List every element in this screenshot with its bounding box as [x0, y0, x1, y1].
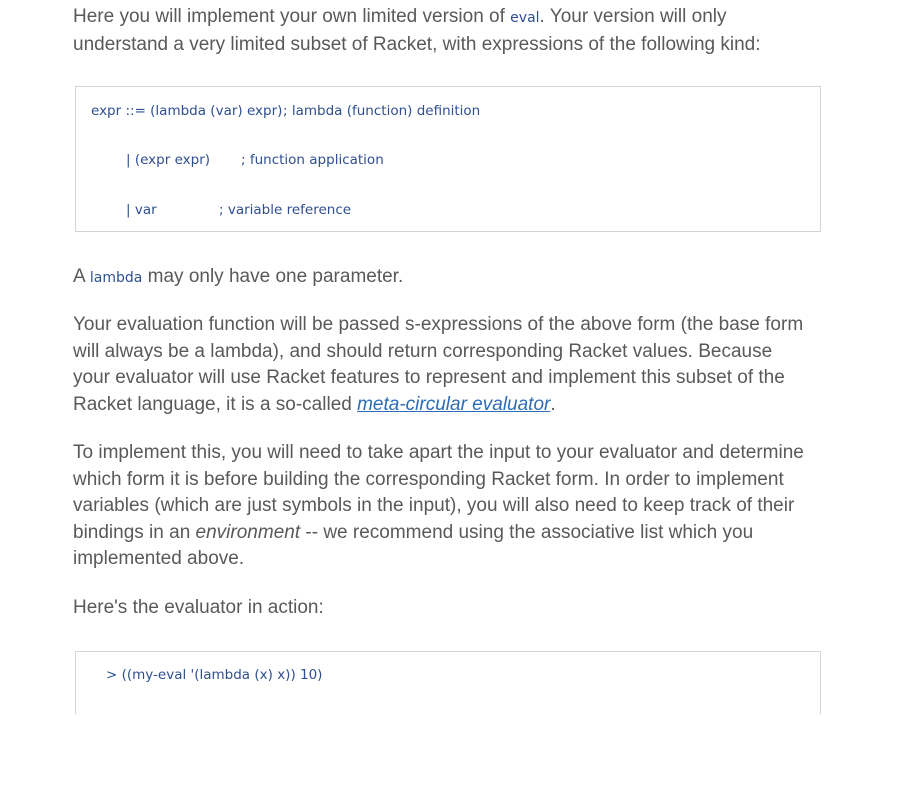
lambda-text-before: A	[73, 266, 90, 287]
intro-text-before: Here you will implement your own limited version of	[73, 6, 511, 27]
grammar-code-block	[75, 86, 821, 232]
evaluation-paragraph	[73, 312, 813, 418]
action-paragraph	[73, 595, 813, 622]
meta-circular-evaluator-link[interactable]: meta-circular evaluator	[357, 393, 551, 415]
lambda-paragraph	[73, 264, 813, 292]
grammar-line-1-left: expr ::= (lambda (var) expr)	[91, 103, 283, 119]
grammar-line-1-comment: ; lambda (function) definition	[283, 103, 481, 119]
grammar-line-3-comment: ; variable reference	[219, 202, 352, 218]
environment-emphasis: environment	[195, 521, 301, 543]
example-code-block	[75, 651, 821, 722]
lambda-text-after: may only have one parameter.	[142, 266, 404, 287]
grammar-line-2-left: | (expr expr)	[126, 152, 211, 168]
intro-text-after: . Your version will only understand a very limited subset of Racket, with expressions of the following kind:	[73, 6, 761, 55]
implementation-paragraph	[73, 440, 825, 573]
grammar-line-2-comment: ; function application	[241, 152, 384, 168]
implementation-text-after: -- we recommend using the associative list which you implemented above.	[73, 521, 754, 569]
evaluation-text-after: .	[550, 393, 556, 415]
evaluation-text-before: Your evaluation function will be passed s-expressions of the above form (the base form will always be a lambda), and should return corresponding Racket values. Because your evaluator will use Racket features to represent and implement this subset of the Racket language, it is a so-called	[73, 314, 804, 415]
example-line-1: > ((my-eval '(lambda (x) x)) 10)	[106, 667, 323, 683]
implementation-text-before: To implement this, you will need to take apart the input to your evaluator and determine which form it is before building the corresponding Racket form. In order to implement variables (which are just symbols in the input), you will also need to keep track of their bindings in an	[73, 442, 804, 543]
page-bottom-cover	[0, 714, 903, 799]
eval-code: eval	[510, 10, 540, 26]
lambda-code: lambda	[89, 270, 143, 286]
intro-paragraph	[73, 4, 813, 58]
grammar-line-3-left: | var	[126, 202, 157, 218]
action-text: Here's the evaluator in action:	[73, 597, 324, 618]
